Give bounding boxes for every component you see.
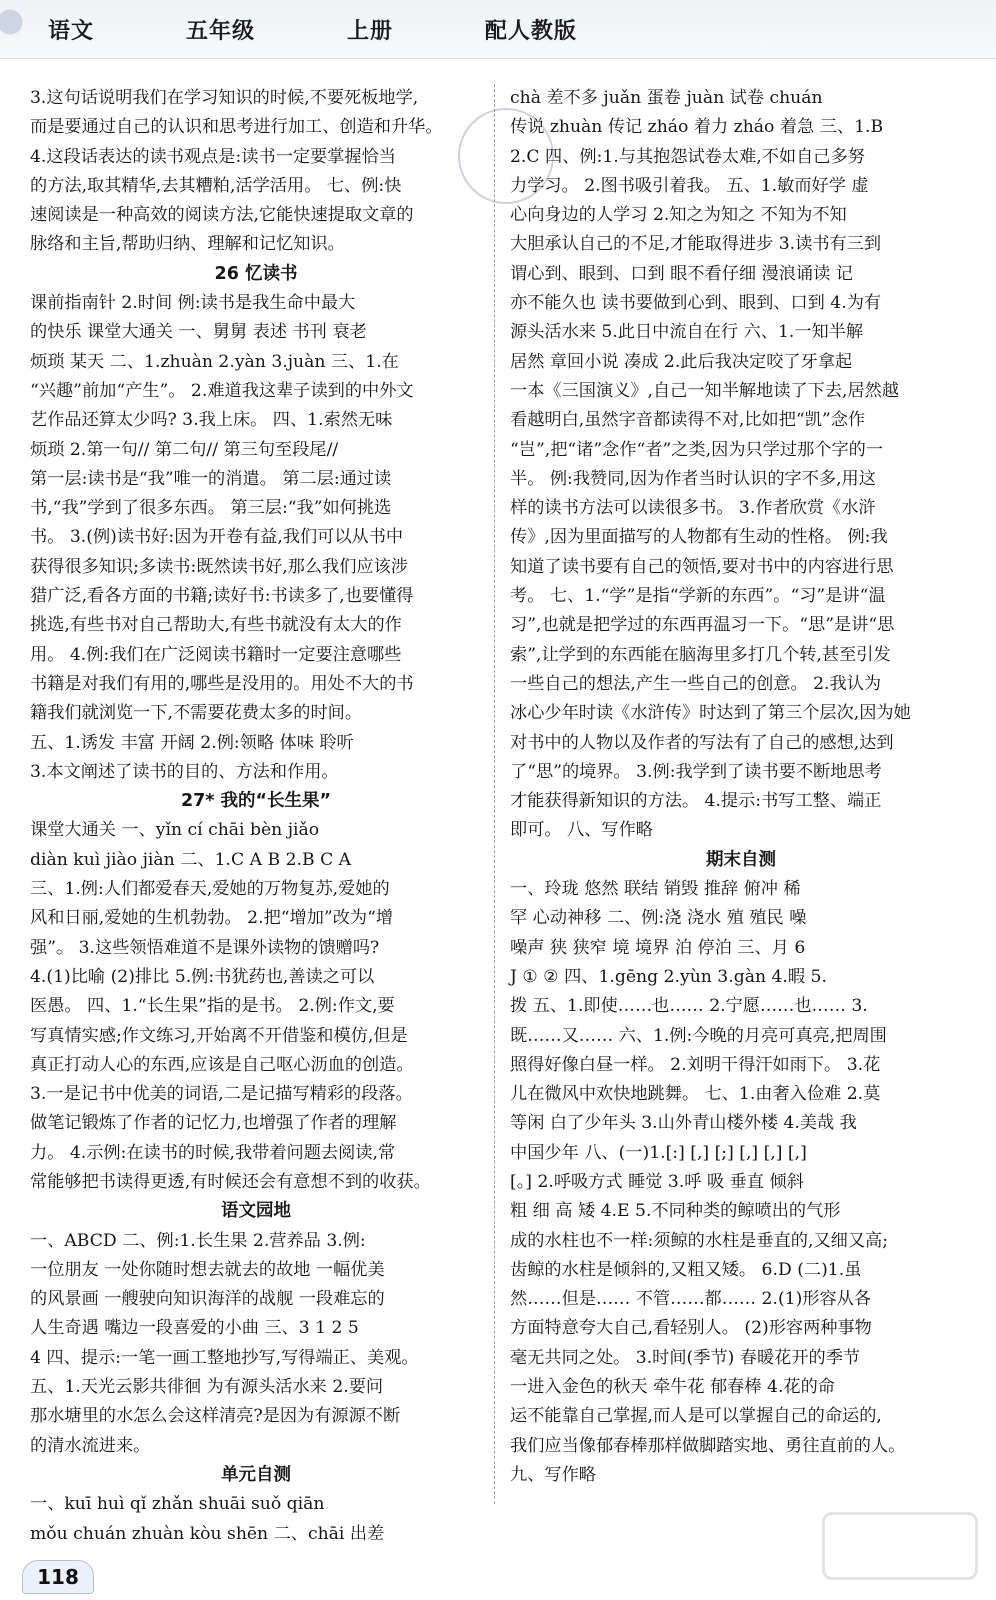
answer-line: 3.本文阐述了读书的目的、方法和作用。	[30, 761, 339, 782]
answer-line: 冰心少年时读《水浒传》时达到了第三个层次,因为她	[510, 703, 911, 724]
answer-line: 一、kuī huì qǐ zhǎn shuāi suǒ qiān	[30, 1494, 325, 1515]
answer-line: 人生奇遇 嘴边一段喜爱的小曲 三、3 1 2 5	[30, 1318, 359, 1339]
answer-line: 看越明白,虽然字音都读得不对,比如把“凯”念作	[510, 410, 866, 431]
answer-line: 一、玲珑 悠然 联结 销毁 推辞 俯冲 稀	[510, 879, 801, 900]
section-heading: 27* 我的“长生果”	[180, 791, 332, 812]
answer-line: 用。 4.例:我们在广泛阅读书籍时一定要注意哪些	[30, 644, 402, 665]
answer-line: 3.一是记书中优美的词语,二是记描写精彩的段落。	[30, 1084, 413, 1105]
answer-line: 心向身边的人学习 2.知之为知之 不知为不知	[510, 205, 847, 226]
answer-line: 一本《三国演义》,自己一知半解地读了下去,居然越	[510, 380, 900, 401]
answer-line: 成的水柱也不一样:须鲸的水柱是垂直的,又细又高;	[510, 1230, 888, 1251]
answer-line: 一进入金色的秋天 牵牛花 郁春棒 4.花的命	[510, 1377, 835, 1398]
answer-line: 的快乐 课堂大通关 一、舅舅 表述 书刊 衰老	[30, 322, 367, 343]
answer-line: 传说 zhuàn 传记 zháo 着力 zháo 着急 三、1.B	[510, 117, 884, 138]
page-number: 118	[22, 1560, 94, 1594]
answer-line: 第一层:读书是“我”唯一的消遣。 第二层:通过读	[30, 468, 392, 489]
answer-line: 4 四、提示:一笔一画工整地抄写,写得端正、美观。	[30, 1347, 419, 1368]
right-answer-column	[510, 84, 972, 1524]
answer-line: 一、ABCD 二、例:1.长生果 2.营养品 3.例:	[30, 1230, 366, 1251]
answer-line: 烦琐 某天 二、1.zhuàn 2.yàn 3.juàn 三、1.在	[30, 351, 399, 372]
section-heading: 26 忆读书	[214, 263, 298, 284]
answer-line: 九、写作略	[510, 1464, 596, 1485]
answer-line: 常能够把书读得更透,有时候还会有意想不到的收获。	[30, 1171, 431, 1192]
answer-line: 齿鲸的水柱是倾斜的,又粗又矮。 6.D (二)1.虽	[510, 1259, 862, 1280]
answer-line: 了“思”的境界。 3.例:我学到了读书要不断地思考	[510, 761, 882, 782]
answer-line: 居然 章回小说 凑成 2.此后我决定咬了牙拿起	[510, 351, 853, 372]
answer-line: 艺作品还算太少吗? 3.我上床。 四、1.索然无味	[30, 410, 393, 431]
answer-line: 习”,也就是把学过的东西再温习一下。“思”是讲“思	[510, 615, 895, 636]
answer-line: 力。 4.示例:在读书的时候,我带着问题去阅读,常	[30, 1142, 396, 1163]
answer-line: 儿在微风中欢快地跳舞。 七、1.由奢入俭难 2.莫	[510, 1084, 881, 1105]
answer-line: 一位朋友 一处你随时想去就去的故地 一幅优美	[30, 1259, 385, 1280]
answer-line: 的清水流进来。	[30, 1435, 151, 1456]
answer-line: 做笔记锻炼了作者的记忆力,也增强了作者的理解	[30, 1113, 397, 1134]
answer-line: 医愚。 四、1.“长生果”指的是书。 2.例:作文,要	[30, 996, 395, 1017]
answer-line: 写真情实感;作文练习,开始离不开借鉴和模仿,但是	[30, 1025, 408, 1046]
answer-line: 五、1.天光云影共徘徊 为有源头活水来 2.要问	[30, 1377, 384, 1398]
answer-line: 三、1.例:人们都爱春天,爱她的万物复苏,爱她的	[30, 879, 390, 900]
answer-line: 的风景画 一艘驶向知识海洋的战舰 一段难忘的	[30, 1289, 385, 1310]
answer-line: 谓心到、眼到、口到 眼不看仔细 漫浪诵读 记	[510, 263, 853, 284]
answer-line: 才能获得新知识的方法。 4.提示:书写工整、端正	[510, 791, 882, 812]
answer-line: mǒu chuán zhuàn kòu shēn 二、chāi 出差	[30, 1523, 385, 1544]
answer-line: 考。 七、1.“学”是指“学新的东西”。“习”是讲“温	[510, 586, 886, 607]
answer-line: 一些自己的想法,产生一些自己的创意。 2.我认为	[510, 673, 882, 694]
answer-line: 粗 细 高 矮 4.E 5.不同种类的鲸喷出的气形	[510, 1201, 841, 1222]
watermark-logo	[822, 1512, 978, 1580]
answer-line: 4.(1)比喻 (2)排比 5.例:书犹药也,善读之可以	[30, 966, 375, 987]
answer-line: 书。 3.(例)读书好:因为开卷有益,我们可以从书中	[30, 527, 404, 548]
answer-line: 挑选,有些书对自己帮助大,有些书就没有太大的作	[30, 615, 402, 636]
answer-line: 大胆承认自己的不足,才能取得进步 3.读书有三到	[510, 234, 882, 255]
answer-line: 我们应当像郁春棒那样做脚踏实地、勇往直前的人。	[510, 1435, 906, 1456]
answer-line: 亦不能久也 读书要做到心到、眼到、口到 4.为有	[510, 293, 882, 314]
header-decoration	[0, 0, 40, 50]
answer-line: 噪声 狭 狭窄 境 境界 泊 停泊 三、月 6	[510, 937, 806, 958]
answer-line: 脉络和主旨,帮助归纳、理解和记忆知识。	[30, 234, 345, 255]
answer-line: 然……但是…… 不管……都…… 2.(1)形容从各	[510, 1289, 872, 1310]
answer-line: 罕 心动神移 二、例:浇 浇水 殖 殖民 噪	[510, 908, 807, 929]
answer-line: 课堂大通关 一、yǐn cí chāi bèn jiǎo	[30, 820, 320, 841]
answer-line: 书,“我”学到了很多东西。 第三层:“我”如何挑选	[30, 498, 392, 519]
answer-line: “岂”,把“诸”念作“者”之类,因为只学过那个字的一	[510, 439, 884, 460]
answer-line: 获得很多知识;多读书:既然读书好,那么我们应该涉	[30, 556, 408, 577]
answer-line: 中国少年 八、(一)1.[:] [,] [;] [,] [,] [,]	[510, 1142, 807, 1163]
answer-line: 而是要通过自己的认识和思考进行加工、创造和升华。	[30, 117, 443, 138]
answer-line: 2.C 四、例:1.与其抱怨试卷太难,不如自己多努	[510, 146, 865, 167]
answer-line: 的方法,取其精华,去其糟粕,活学活用。 七、例:快	[30, 175, 402, 196]
answer-line: 风和日丽,爱她的生机勃勃。 2.把“增加”改为“增	[30, 908, 394, 929]
answer-line: 那水塘里的水怎么会这样清亮?是因为有源源不断	[30, 1406, 401, 1427]
answer-line: 毫无共同之处。 3.时间(季节) 春暖花开的季节	[510, 1347, 861, 1368]
answer-line: 源头活水来 5.此日中流自在行 六、1.一知半解	[510, 322, 864, 343]
answer-line: diàn kuì jiào jiàn 二、1.C A B 2.B C A	[30, 849, 352, 870]
answer-line: 烦琐 2.第一句// 第二句// 第三句至段尾//	[30, 439, 339, 460]
section-heading: 语文园地	[221, 1201, 291, 1222]
answer-line: 样的读书方法可以读很多书。 3.作者欣赏《水浒	[510, 498, 876, 519]
answer-line: 索”,让学到的东西能在脑海里多打几个转,甚至引发	[510, 644, 891, 665]
answer-line: 方面特意夸大自己,看轻别人。 (2)形容两种事物	[510, 1318, 872, 1339]
answer-line: [。] 2.呼吸方式 睡觉 3.呼 吸 垂直 倾斜	[510, 1171, 804, 1192]
answer-line: 3.这句话说明我们在学习知识的时候,不要死板地学,	[30, 88, 419, 108]
section-heading: 期末自测	[706, 849, 776, 870]
answer-line: 速阅读是一种高效的阅读方法,它能快速提取文章的	[30, 205, 414, 226]
answer-line: 籍我们就浏览一下,不需要花费太多的时间。	[30, 703, 363, 724]
header-title: 语文 五年级 上册 配人教版	[48, 18, 577, 44]
answer-line: 4.这段话表达的读书观点是:读书一定要掌握恰当	[30, 146, 396, 167]
page-header	[0, 0, 996, 59]
answer-line: 力学习。 2.图书吸引着我。 五、1.敏而好学 虚	[510, 175, 869, 196]
answer-line: 照得好像白昼一样。 2.刘明干得汗如雨下。 3.花	[510, 1054, 881, 1075]
answer-line: 五、1.诱发 丰富 开阔 2.例:领略 体味 聆听	[30, 732, 354, 753]
answer-line: 等闲 白了少年头 3.山外青山楼外楼 4.美哉 我	[510, 1113, 857, 1134]
answer-line: chà 差不多 juǎn 蛋卷 juàn 试卷 chuán	[510, 88, 823, 108]
answer-line: 知道了读书要有自己的领悟,要对书中的内容进行思	[510, 556, 894, 577]
answer-line: 对书中的人物以及作者的写法有了自己的感想,达到	[510, 732, 894, 753]
answer-line: 真正打动人心的东西,应该是自己呕心沥血的创造。	[30, 1054, 414, 1075]
answer-line: 猎广泛,看各方面的书籍;读好书:书读多了,也要懂得	[30, 586, 414, 607]
answer-line: 拨 五、1.即使……也…… 2.宁愿……也…… 3.	[510, 996, 868, 1017]
answer-line: “兴趣”前加“产生”。 2.难道我这辈子读到的中外文	[30, 380, 414, 401]
left-answer-column	[30, 84, 482, 1544]
section-heading: 单元自测	[221, 1464, 291, 1485]
answer-line: 即可。 八、写作略	[510, 820, 653, 841]
answer-line: 书籍是对我们有用的,哪些是没用的。用处不大的书	[30, 673, 414, 694]
answer-line: 既……又…… 六、1.例:今晚的月亮可真亮,把周围	[510, 1025, 887, 1046]
answer-line: 课前指南针 2.时间 例:读书是我生命中最大	[30, 293, 356, 314]
answer-line: 传》,因为里面描写的人物都有生动的性格。 例:我	[510, 527, 888, 548]
answer-line: 运不能靠自己掌握,而人是可以掌握自己的命运的,	[510, 1406, 882, 1427]
answer-line: 强”。 3.这些领悟难道不是课外读物的馈赠吗?	[30, 937, 380, 958]
answer-line: J ① ② 四、1.gēng 2.yùn 3.gàn 4.暇 5.	[510, 966, 827, 987]
answer-line: 半。 例:我赞同,因为作者当时认识的字不多,用这	[510, 468, 876, 489]
column-divider	[494, 84, 495, 1504]
